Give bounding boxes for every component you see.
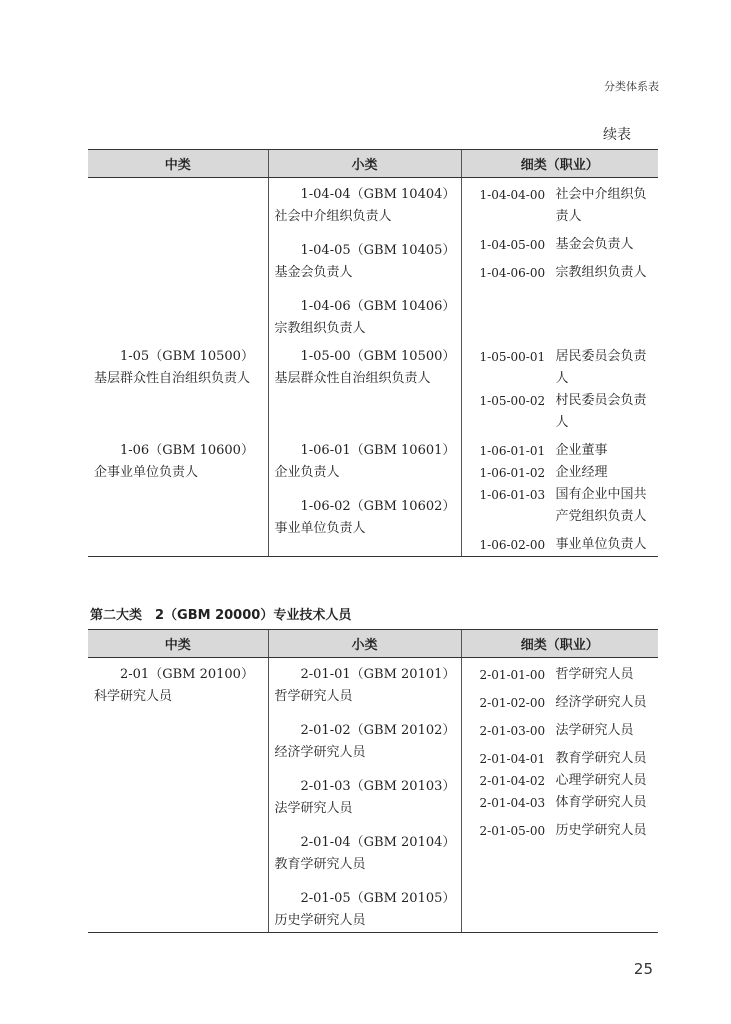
detail-name: 事业单位负责人 [555,537,647,552]
detail-item [462,770,659,792]
running-head: 分类体系表 [604,80,659,93]
page-number: 25 [633,960,653,978]
xiaolei-item: 1-06-02（GBM 10602）事业单位负责人 [274,499,449,536]
detail-name: 体育学研究人员 [555,795,647,810]
detail-item [462,462,659,484]
detail-item [462,340,659,390]
detail-name: 基金会负责人 [555,237,634,252]
detail-name: 宗教组织负责人 [555,265,647,280]
detail-code: 1-05-00-01 [479,350,546,364]
detail-item [462,178,659,228]
detail-name: 企业经理 [555,465,608,480]
xiaolei-item: 2-01-05（GBM 20105）历史学研究人员 [274,891,449,928]
header-row [88,630,658,658]
xiaolei-item: 1-04-06（GBM 10406）宗教组织负责人 [274,299,449,336]
detail-name: 法学研究人员 [555,723,634,738]
detail-item [462,534,659,556]
detail-code: 1-04-05-00 [479,238,546,252]
detail-code: 2-01-04-02 [479,774,546,788]
header-row [88,150,658,178]
table-row [88,658,658,933]
xiaolei-item: 2-01-01（GBM 20101）哲学研究人员 [274,667,449,704]
detail-name: 企业董事 [555,443,608,458]
detail-code: 1-06-01-01 [479,444,546,458]
detail-code: 1-05-00-02 [479,394,546,408]
cell-zhonglei: 1-06（GBM 10600）企事业单位负责人 [88,434,268,557]
detail-item [462,434,659,462]
xiaolei-item: 1-04-05（GBM 10405）基金会负责人 [274,243,449,280]
detail-name: 居民委员会负责人 [555,349,647,386]
header-xiaolei: 小类 [268,630,461,658]
cell-xiaolei [268,178,461,341]
table-row [88,178,658,341]
xiaolei-item: 2-01-04（GBM 20104）教育学研究人员 [274,835,449,872]
detail-name: 经济学研究人员 [555,695,647,710]
detail-item [462,658,659,686]
cell-xilei [461,434,658,557]
detail-name: 心理学研究人员 [555,773,647,788]
xiaolei-item: 2-01-02（GBM 20102）经济学研究人员 [274,723,449,760]
header-zhonglei: 中类 [88,150,268,178]
table-row [88,340,658,434]
detail-item [462,692,659,714]
detail-item [462,262,659,284]
detail-code: 2-01-05-00 [479,824,546,838]
detail-code: 2-01-01-00 [479,668,546,682]
header-xilei: 细类（职业） [461,630,658,658]
header-xiaolei: 小类 [268,150,461,178]
cell-zhonglei [88,178,268,341]
cell-xiaolei [268,340,461,434]
xiaolei-item: 1-05-00（GBM 10500）基层群众性自治组织负责人 [274,349,449,386]
cell-xiaolei [268,434,461,557]
xiaolei-item: 1-04-04（GBM 10404）社会中介组织负责人 [274,187,449,224]
detail-code: 1-04-04-00 [479,188,546,202]
cell-xiaolei [268,658,461,933]
table-body [88,658,658,933]
detail-code: 1-06-01-02 [479,466,546,480]
detail-item [462,234,659,256]
category-title: 第二大类 2（GBM 20000）专业技术人员 [90,608,352,623]
classification-table-category-2 [88,629,658,933]
detail-code: 1-06-01-03 [479,488,546,502]
xiaolei-item: 2-01-03（GBM 20103）法学研究人员 [274,779,449,816]
detail-item [462,748,659,770]
detail-code: 2-01-04-01 [479,752,546,766]
detail-code: 2-01-02-00 [479,696,546,710]
table-row [88,434,658,557]
cell-zhonglei: 2-01（GBM 20100）科学研究人员 [88,658,268,933]
cell-xilei [461,340,658,434]
classification-table-continued [88,149,658,557]
detail-name: 国有企业中国共产党组织负责人 [555,487,647,524]
detail-name: 村民委员会负责人 [555,393,647,430]
cell-zhonglei: 1-05（GBM 10500）基层群众性自治组织负责人 [94,349,254,386]
table-body [88,178,658,557]
detail-code: 1-06-02-00 [479,538,546,552]
cell-xilei [461,658,658,933]
detail-name: 教育学研究人员 [555,751,647,766]
detail-code: 2-01-03-00 [479,724,546,738]
xiaolei-item: 1-06-01（GBM 10601）企业负责人 [274,443,449,480]
header-xilei: 细类（职业） [461,150,658,178]
cell-xilei [461,178,658,341]
detail-item [462,484,659,528]
detail-item [462,390,659,434]
detail-item [462,792,659,814]
detail-item [462,720,659,742]
continued-label: 续表 [603,127,631,143]
detail-name: 历史学研究人员 [555,823,647,838]
detail-item [462,820,659,842]
detail-code: 2-01-04-03 [479,796,546,810]
detail-code: 1-04-06-00 [479,266,546,280]
detail-name: 社会中介组织负责人 [555,187,647,224]
header-zhonglei: 中类 [88,630,268,658]
detail-name: 哲学研究人员 [555,667,634,682]
